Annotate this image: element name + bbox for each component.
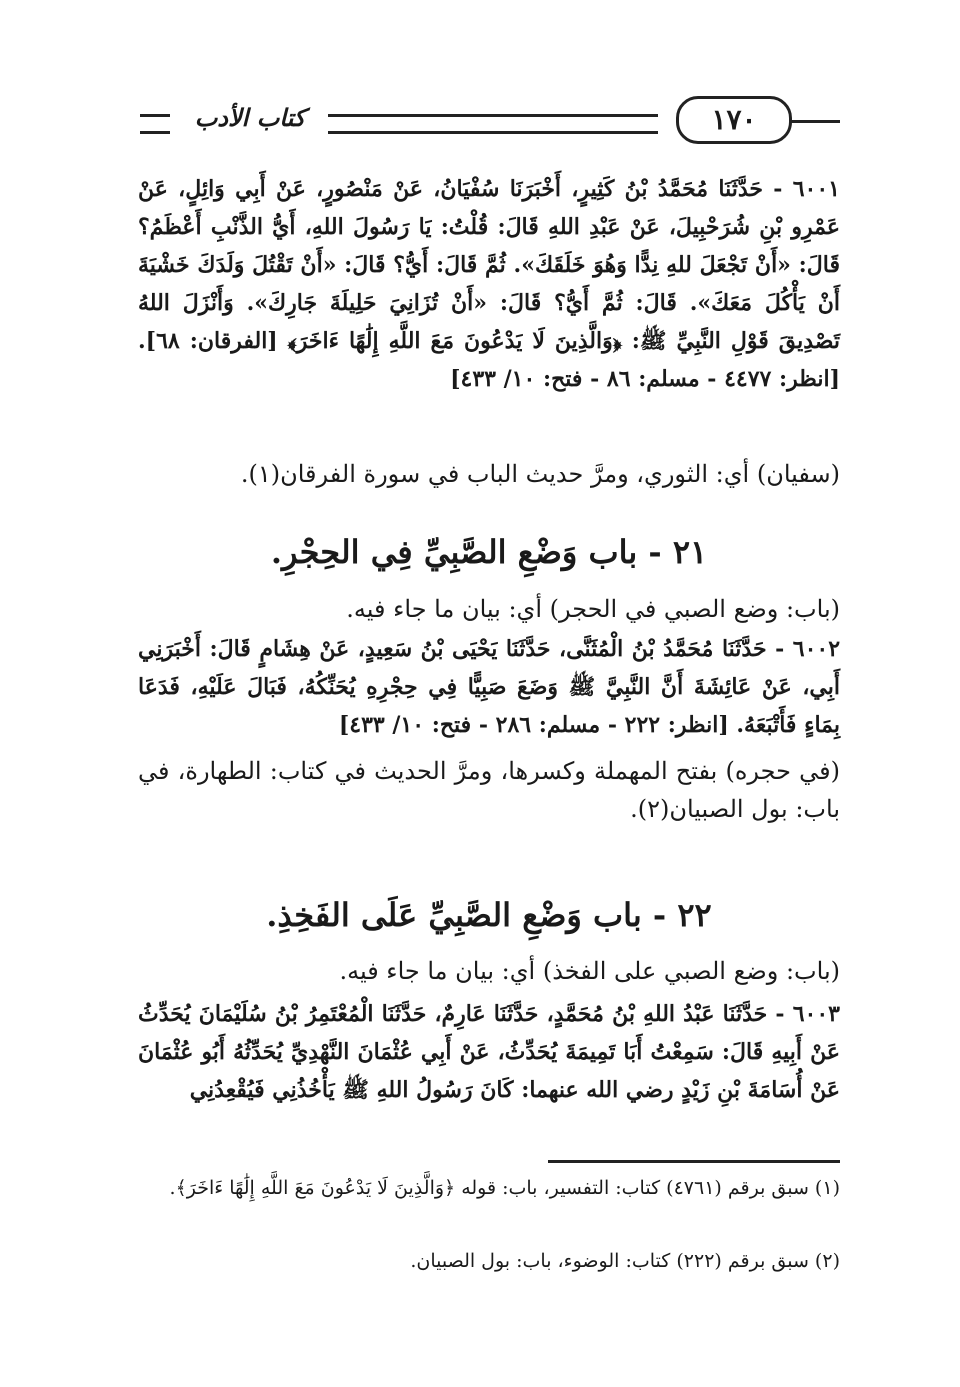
header-rule-end xyxy=(140,114,170,134)
footnote-1: (١) سبق برقم (٤٧٦١) كتاب: التفسير، باب: قوله ﴿وَالَّذِينَ لَا يَدْعُونَ مَعَ اللَّهِ إِلَٰهًا ءَاخَرَ﴾. xyxy=(169,1177,840,1199)
page-number: ١٧٠ xyxy=(676,96,792,144)
chapter-22-intro: (باب: وضع الصبي على الفخذ) أي: بيان ما جاء فيه. xyxy=(339,957,840,985)
hadith-6001: ٦٠٠١ - حَدَّثَنَا مُحَمَّدُ بْنُ كَثِيرٍ، أَخْبَرَنَا سُفْيَانُ، عَنْ مَنْصُورٍ، عَنْ أَبِي وَائِلٍ، عَنْ عَمْرِو بْنِ شُرَحْبِيلَ، عَنْ عَبْدِ اللهِ قَالَ: قُلْتُ: يَا رَسُولَ اللهِ، أَيُّ الذَّنْبِ أَعْظَمُ؟ قَالَ: «أَنْ تَجْعَلَ للهِ نِدًّا وَهُوَ خَلَقَكَ». ثُمَّ قَالَ: أَيُّ؟ قَالَ: «أَنْ تَقْتُلَ وَلَدَكَ خَشْيَةَ أَنْ يَأْكُلَ مَعَكَ». قَالَ: ثُمَّ أَيُّ؟ قَالَ: «أَنْ تُزَانِيَ حَلِيلَةَ جَارِكَ». وَأَنْزَلَ اللهُ تَصْدِيقَ قَوْلِ النَّبِيِّ ﷺ: ﴿وَالَّذِينَ لَا يَدْعُونَ مَعَ اللَّهِ إِلَٰهًا ءَاخَرَ﴾ [الفرقان: ٦٨]. [انظر: ٤٤٧٧ - مسلم: ٨٦ - فتح: ١٠/ ٤٣٣] xyxy=(138,176,840,392)
hadith-6003: ٦٠٠٣ - حَدَّثَنَا عَبْدُ اللهِ بْنُ مُحَمَّدٍ، حَدَّثَنَا عَارِمٌ، حَدَّثَنَا الْمُعْتَمِرُ بْنُ سُلَيْمَانَ يُحَدِّثُ عَنْ أَبِيهِ قَالَ: سَمِعْتُ أَبَا تَمِيمَةَ يُحَدِّثُ، عَنْ أَبِي عُثْمَانَ النَّهْدِيِّ يُحَدِّثُهُ أَبُو عُثْمَانَ عَنْ أُسَامَةَ بْنِ زَيْدٍ رضي الله عنهما: كَانَ رَسُولُ اللهِ ﷺ يَأْخُذُنِي فَيُقْعِدُنِي xyxy=(138,1001,840,1103)
commentary-6002: (في حجره) بفتح المهملة وكسرها، ومرَّ الحديث في كتاب: الطهارة، في باب: بول الصبيان(٢). xyxy=(138,757,840,823)
book-title: كتاب الأدب xyxy=(194,103,306,132)
commentary-6001: (سفيان) أي: الثوري، ومرَّ حديث الباب في سورة الفرقان(١). xyxy=(240,460,840,488)
header-rule-tail xyxy=(790,120,840,123)
chapter-22-title: ٢٢ - باب وَضْعِ الصَّبِيِّ عَلَى الفَخِذِ. xyxy=(266,896,712,934)
chapter-21-title: ٢١ - باب وَضْعِ الصَّبِيِّ فِي الحِجْرِ. xyxy=(270,533,708,571)
footnote-separator xyxy=(548,1160,840,1163)
footnote-2: (٢) سبق برقم (٢٢٢) كتاب: الوضوء، باب: بول الصبيان. xyxy=(410,1250,840,1272)
page-header xyxy=(140,100,840,150)
header-rule xyxy=(328,114,658,134)
chapter-21-intro: (باب: وضع الصبي في الحجر) أي: بيان ما جاء فيه. xyxy=(346,595,840,623)
hadith-6002: ٦٠٠٢ - حَدَّثَنَا مُحَمَّدُ بْنُ الْمُثَنَّى، حَدَّثَنَا يَحْيَى بْنُ سَعِيدٍ، عَنْ هِشَامٍ قَالَ: أَخْبَرَنِي أَبِي، عَنْ عَائِشَةَ أَنَّ النَّبِيَّ ﷺ وَضَعَ صَبِيًّا فِي حِجْرِهِ يُحَنِّكُهُ، فَبَالَ عَلَيْهِ، فَدَعَا بِمَاءٍ فَأَتْبَعَهُ. [انظر: ٢٢٢ - مسلم: ٢٨٦ - فتح: ١٠/ ٤٣٣] xyxy=(138,636,841,738)
